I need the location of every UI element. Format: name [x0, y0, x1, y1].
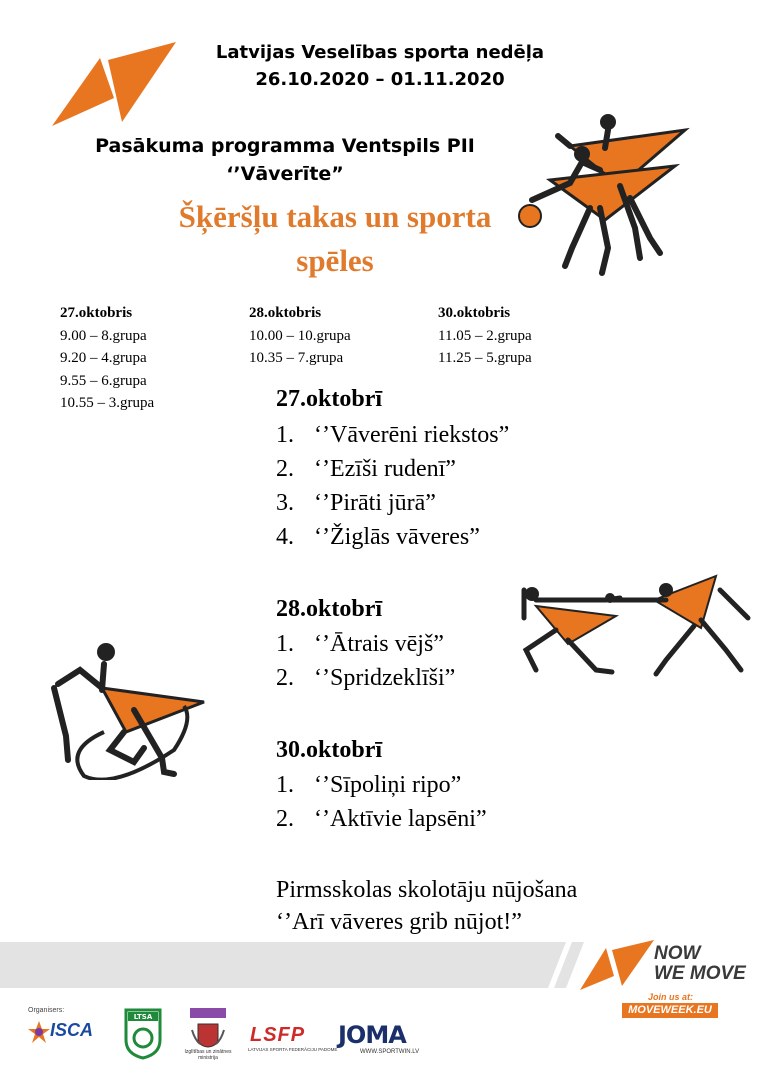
nordic-walker-figure-icon	[44, 640, 210, 780]
event-dates: 26.10.2020 – 01.11.2020	[255, 69, 505, 90]
main-title-line1: Šķēršļu takas un sporta	[178, 199, 492, 234]
game-number: 2.	[276, 665, 294, 691]
game-number: 4.	[276, 524, 294, 550]
game-name: ‘’Žiglās vāveres”	[314, 524, 480, 550]
schedule-item: 10.35 – 7.grupa	[249, 350, 344, 366]
program-venue: ‘’Vāverīte”	[226, 163, 344, 185]
game-number: 3.	[276, 490, 294, 516]
isca-logo	[28, 1018, 100, 1046]
game-name: ‘’Sīpoliņi ripo”	[314, 772, 462, 798]
game-item	[276, 456, 456, 483]
schedule-col-28	[249, 302, 351, 370]
schedule-col-27	[60, 302, 154, 415]
joma-logo: JOMA	[338, 1021, 406, 1049]
game-item	[276, 524, 480, 551]
game-item	[276, 806, 487, 833]
schedule-heading: 27.oktobris	[60, 305, 133, 321]
schedule-heading: 28.oktobris	[249, 305, 322, 321]
closing-line2: ‘’Arī vāveres grib nūjot!”	[276, 909, 522, 935]
game-item	[276, 422, 509, 449]
program-title: Pasākuma programma Ventspils PII	[95, 135, 475, 157]
game-name: ‘’Ezīši rudenī”	[314, 456, 456, 482]
ball-players-figure-icon	[510, 108, 695, 288]
closing-line1: Pirmsskolas skolotāju nūjošana	[276, 877, 578, 903]
game-name: ‘’Aktīvie lapsēni”	[314, 806, 487, 832]
lsfp-subtext: LATVIJAS SPORTA FEDERĀCIJU PADOME	[248, 1047, 338, 1052]
isca-star-icon	[28, 1021, 50, 1043]
isca-text: ISCA	[50, 1020, 94, 1040]
ministry-coat-of-arms-icon	[190, 1020, 226, 1048]
join-us-label: Join us at:	[648, 992, 694, 1002]
moveweek-arrow-logo-icon	[52, 38, 178, 130]
game-number: 1.	[276, 631, 294, 657]
now-we-move-wordmark	[654, 944, 746, 984]
game-item	[276, 665, 455, 692]
game-number: 1.	[276, 422, 294, 448]
schedule-item: 9.55 – 6.grupa	[60, 372, 147, 389]
game-name: ‘’Ātrais vējš”	[314, 631, 444, 657]
organisers-label: Organisers:	[28, 1007, 65, 1014]
game-name: ‘’Vāverēni riekstos”	[314, 422, 510, 448]
schedule-item: 9.20 – 4.grupa	[60, 350, 147, 366]
schedule-item: 11.25 – 5.grupa	[438, 350, 532, 366]
schedule-heading: 30.oktobris	[438, 305, 511, 321]
runners-figure-icon	[516, 570, 756, 682]
schedule-col-30	[438, 302, 532, 370]
day-heading-27: 27.oktobrī	[276, 386, 383, 412]
schedule-item: 10.00 – 10.grupa	[249, 327, 351, 344]
ministry-text: Izglītības un zinātnes ministrija	[184, 1049, 232, 1061]
game-number: 2.	[276, 456, 294, 482]
schedule-item: 9.00 – 8.grupa	[60, 327, 147, 344]
game-name: ‘’Spridzeklīši”	[314, 665, 456, 691]
day-heading-28: 28.oktobrī	[276, 596, 383, 622]
moveweek-url[interactable]: MOVEWEEK.EU	[622, 1003, 718, 1018]
game-number: 1.	[276, 772, 294, 798]
now-we-move-arrow-icon	[580, 938, 656, 994]
joma-subtext: WWW.SPORTWIN.LV	[360, 1049, 420, 1055]
ltsa-shield-logo	[124, 1008, 162, 1060]
main-title-line2: spēles	[296, 243, 374, 278]
event-name: Latvijas Veselības sporta nedēļa	[215, 42, 545, 63]
schedule-item: 10.55 – 3.grupa	[60, 395, 155, 411]
game-item	[276, 490, 436, 517]
game-item	[276, 631, 444, 658]
now-we-move-line2: WE MOVE	[654, 963, 746, 984]
svg-text:LTSA: LTSA	[133, 1013, 153, 1021]
game-number: 2.	[276, 806, 294, 832]
schedule-item: 11.05 – 2.grupa	[438, 327, 532, 344]
day-heading-30: 30.oktobrī	[276, 737, 383, 763]
lsfp-logo: LSFP	[250, 1024, 306, 1046]
now-we-move-line1: NOW	[654, 943, 701, 964]
ministry-bar	[190, 1008, 226, 1018]
game-name: ‘’Pirāti jūrā”	[314, 490, 436, 516]
game-item	[276, 772, 461, 799]
